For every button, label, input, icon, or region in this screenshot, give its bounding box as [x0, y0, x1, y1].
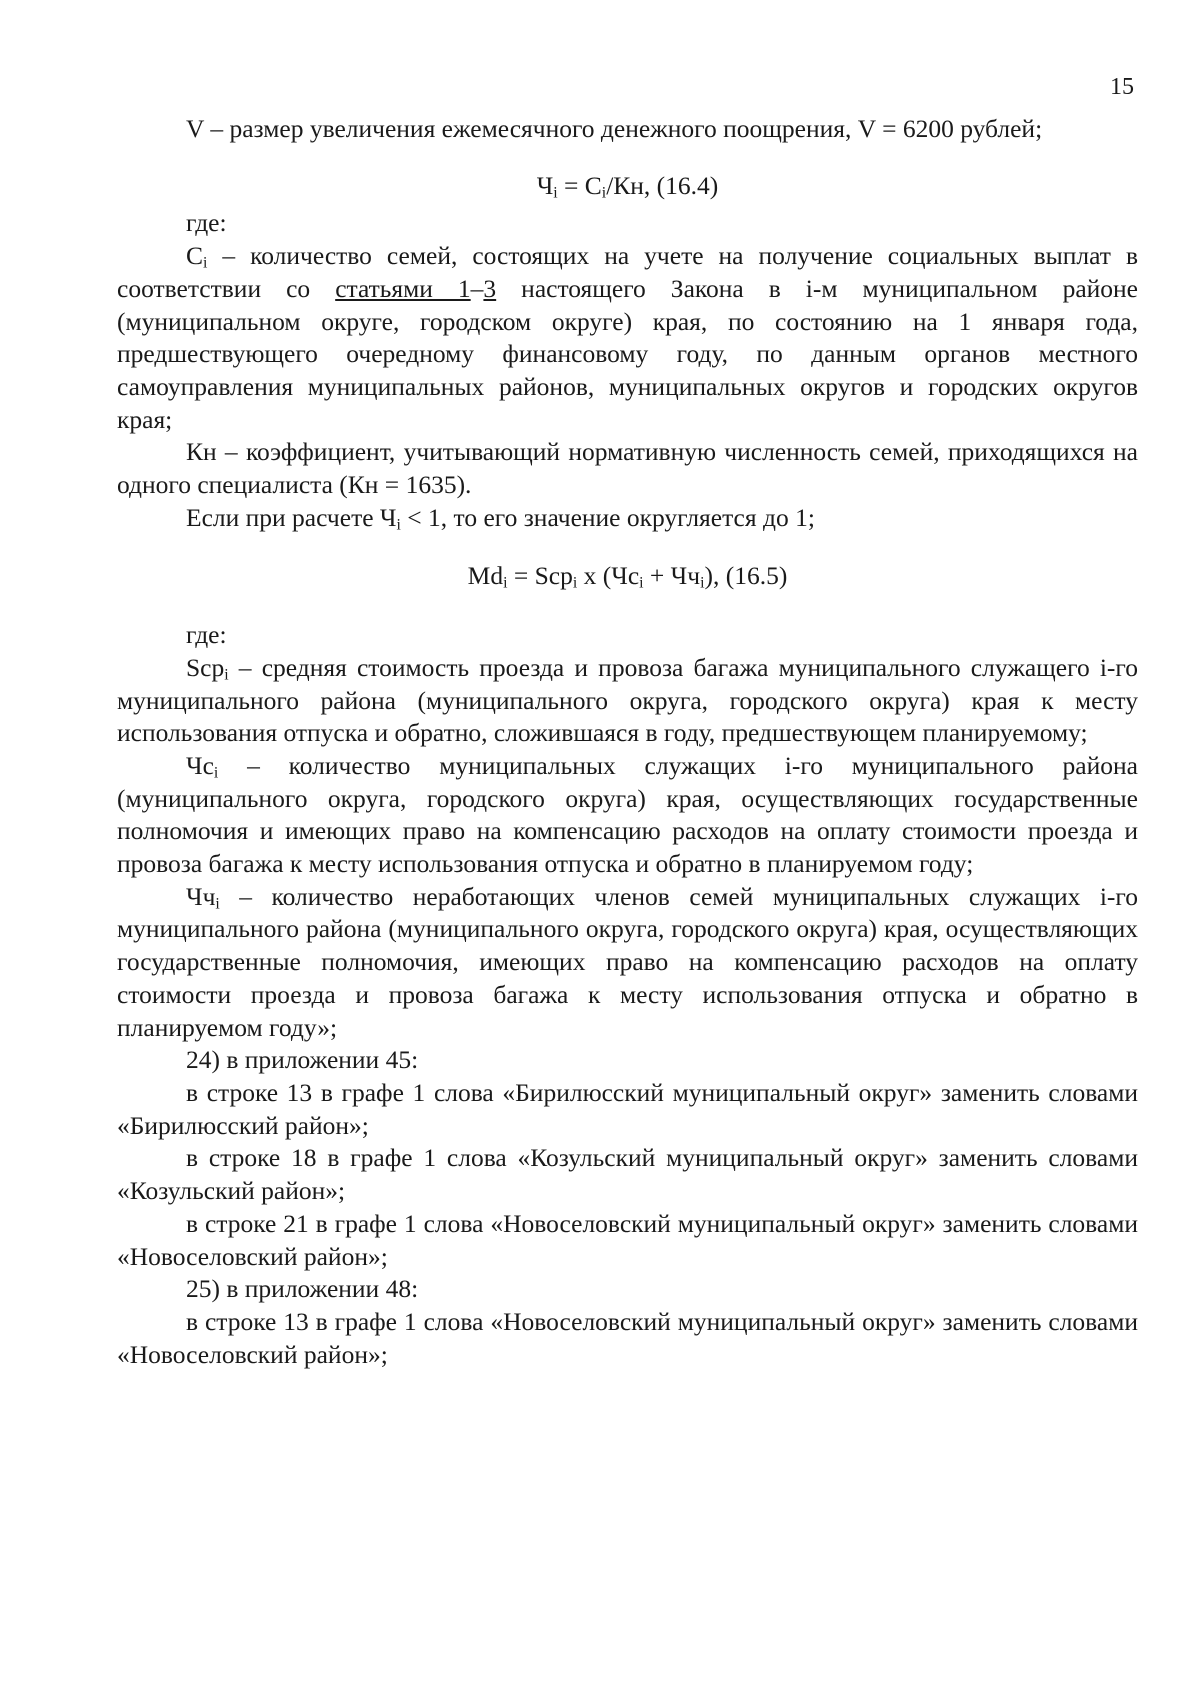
law-article-link-1[interactable]: статьями 1 [335, 273, 471, 303]
item-25-heading: 25) в приложении 48: [186, 1274, 419, 1304]
rounding-rule: Если при расчете $Ч_i < 1$, то его значение округляется до 1; [186, 502, 815, 534]
item-24-heading: 24) в приложении 45: [186, 1045, 419, 1075]
page-number: 15 [1110, 74, 1134, 100]
formula-16-4: $Ч_i = C_i/Кн$, (16.4) [536, 170, 719, 202]
item-25-novoselovsky: в строке 13 в графе 1 слова «Новоселовский муниципальный округ» заменить словами «Новоселовский район»; [117, 1306, 1138, 1369]
where-label-1: где: [186, 208, 227, 238]
v-definition: V – размер увеличения ежемесячного денежного поощрения, V = 6200 рублей; [186, 114, 1043, 143]
formula-16-5: $Md_i = Scp_i$ x $(Чс_i + Чч_i)$, (16.5) [467, 561, 788, 592]
chs-definition: $Чс_i$ – количество муниципальных служащих i-го муниципального района (муниципального округа, городского округа) края, осуществляющих государственные полномочия и имеющих право на компенсацию расходов на оплату стоимости проезда и провоза багажа к месту использования отпуска и обратно в планируемом году; [117, 750, 1138, 879]
kn-definition: Кн – коэффициент, учитывающий нормативную численность семей, приходящихся на одного специалиста (Кн = 1635). [117, 437, 1138, 500]
where-label-2: где: [186, 620, 227, 650]
item-24-birilyussky: в строке 13 в графе 1 слова «Бирилюсский муниципальный округ» заменить словами «Бирилюсский район»; [117, 1077, 1138, 1140]
ci-definition: $C_i$ – количество семей, состоящих на учете на получение социальных выплат в соответствии со статьями 1–3 настоящего Закона в i-м муниципальном районе (муниципальном округе, городском округе) края, по состоянию на 1 января года, предшествующего очередному финансовому году, по данным органов местного самоуправления муниципальных районов, муниципальных округов и городских округов края; [117, 241, 1139, 434]
scp-definition: Scp$_i$ – средняя стоимость проезда и провоза багажа муниципального служащего i-го муниципального района (муниципального округа, городского округа) края к месту использования отпуска и обратно, сложившаяся в году, предшествующем планируемому; [117, 652, 1138, 748]
chch-definition: $Чч_i$ – количество неработающих членов семей муниципальных служащих i-го муниципального района (муниципального округа, городского округа) края, осуществляющих государственные полномочия, имеющих право на компенсацию расходов на оплату стоимости проезда и провоза багажа к месту использования отпуска и обратно в планируемом году»; [117, 881, 1138, 1042]
item-24-novoselovsky: в строке 21 в графе 1 слова «Новоселовский муниципальный округ» заменить словами «Новоселовский район»; [117, 1208, 1138, 1271]
item-24-kozulsky: в строке 18 в графе 1 слова «Козульский муниципальный округ» заменить словами «Козульский район»; [117, 1143, 1138, 1206]
document-body [117, 113, 1138, 1371]
law-article-link-3[interactable]: 3 [483, 273, 497, 303]
